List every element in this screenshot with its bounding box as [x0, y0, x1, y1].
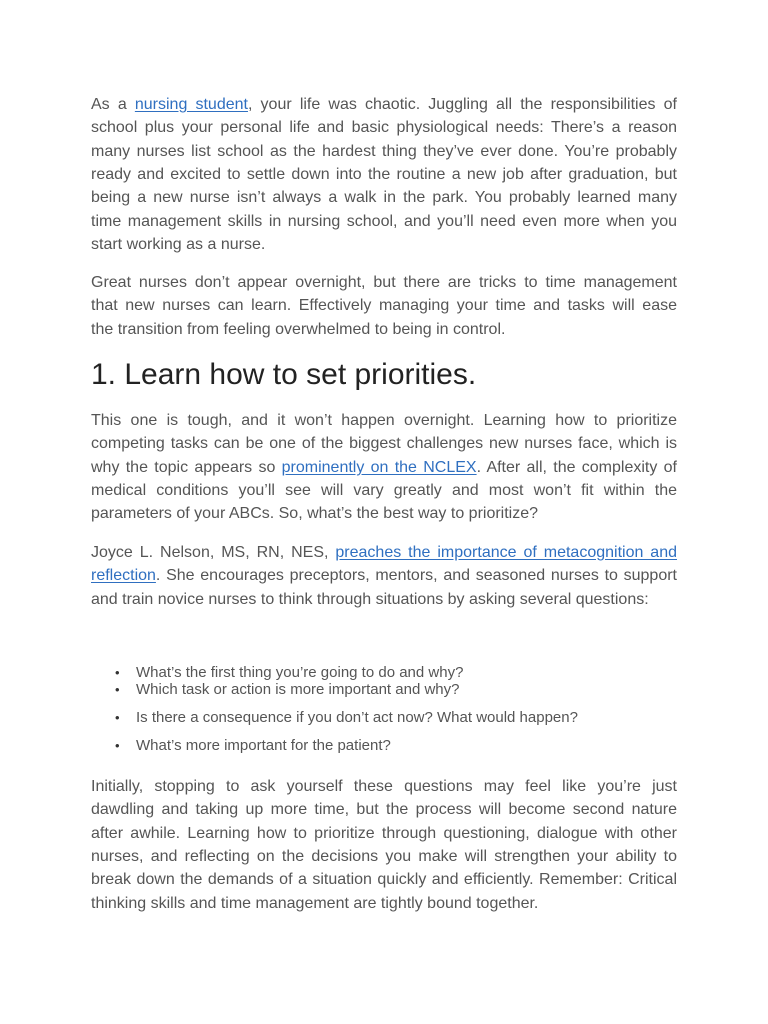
paragraph-line [91, 564, 677, 587]
reflection-paragraph [91, 775, 677, 915]
paragraph-line: the transition from feeling overwhelmed to being in control. [91, 320, 506, 338]
section-heading: 1. Learn how to set priorities. [91, 357, 477, 391]
intro-paragraph [91, 93, 677, 256]
bullet-icon [115, 664, 120, 681]
priorities-paragraph [91, 409, 677, 526]
text-segment: why the topic appears so [91, 458, 282, 476]
paragraph-line [91, 541, 677, 564]
paragraph-line: This one is tough, and it won’t happen overnight. Learning how to prioritize [91, 411, 677, 429]
question-item [91, 664, 677, 681]
text-segment: Joyce L. Nelson, MS, RN, NES, [91, 543, 336, 561]
question-item [91, 681, 677, 698]
transition-paragraph [91, 271, 677, 341]
paragraph-line: after awhile. Learning how to prioritize through questioning, dialogue with other [91, 824, 677, 842]
text-segment: , your life was chaotic. Juggling all the responsibilities of [247, 96, 677, 113]
metacognition-reflection-link[interactable]: reflection [91, 567, 156, 585]
question-text: What’s the first thing you’re going to do and why? [136, 664, 464, 682]
metacognition-reflection-link[interactable]: preaches the importance of metacognition and [335, 543, 677, 561]
bullet-icon [115, 709, 120, 726]
question-text: What’s more important for the patient? [136, 737, 391, 755]
paragraph-line: being a new nurse isn’t always a walk in the park. You probably learned many [91, 189, 677, 207]
paragraph-line: Great nurses don’t appear overnight, but there are tricks to time management [91, 273, 677, 291]
paragraph-line: and train novice nurses to think through situations by asking several questions: [91, 590, 649, 608]
paragraph-line: nurses, and reflecting on the decisions you make will strengthen your ability to [91, 847, 677, 865]
paragraph-line: that new nurses can learn. Effectively managing your time and tasks will ease [91, 297, 677, 315]
document-page [91, 93, 677, 915]
paragraph-line: break down the demands of a situation quickly and efficiently. Remember: Critical [91, 871, 677, 889]
paragraph-line: competing tasks can be one of the biggest challenges new nurses face, which is [91, 435, 677, 453]
question-text: Is there a consequence if you don’t act now? What would happen? [136, 709, 578, 727]
paragraph-line: start working as a nurse. [91, 236, 266, 254]
paragraph-line: ready and excited to settle down into the routine a new job after graduation, but [91, 166, 677, 184]
paragraph-line: school plus your personal life and basic physiological needs: There’s a reason [91, 119, 677, 137]
questions-list [91, 664, 677, 754]
question-item [91, 709, 677, 726]
nursing-student-link[interactable]: nursing student [134, 96, 248, 113]
bullet-icon [115, 737, 120, 754]
nelson-paragraph [91, 541, 677, 611]
question-item [91, 737, 677, 754]
nclex-link[interactable]: prominently on the NCLEX [281, 458, 477, 476]
text-segment: . She encourages preceptors, mentors, and seasoned nurses to support [155, 567, 677, 585]
text-segment: . After all, the complexity of [476, 458, 677, 476]
paragraph-line: thinking skills and time management are tightly bound together. [91, 894, 539, 912]
paragraph-line: dawdling and taking up more time, but the process will become second nature [91, 801, 677, 819]
paragraph-line: Initially, stopping to ask yourself these questions may feel like you’re just [91, 777, 677, 795]
paragraph-line [91, 456, 677, 479]
bullet-icon [115, 681, 120, 698]
text-segment: As a [91, 96, 135, 113]
paragraph-line: medical conditions you’ll see will vary greatly and most won’t fit within the [91, 481, 677, 499]
question-text: Which task or action is more important and why? [136, 681, 460, 699]
paragraph-line: time management skills in nursing school, and you’ll need even more when you [91, 212, 677, 230]
paragraph-line: many nurses list school as the hardest thing they’ve ever done. You’re probably [91, 142, 677, 160]
paragraph-line: parameters of your ABCs. So, what’s the best way to prioritize? [91, 505, 539, 523]
paragraph-line [91, 93, 677, 116]
